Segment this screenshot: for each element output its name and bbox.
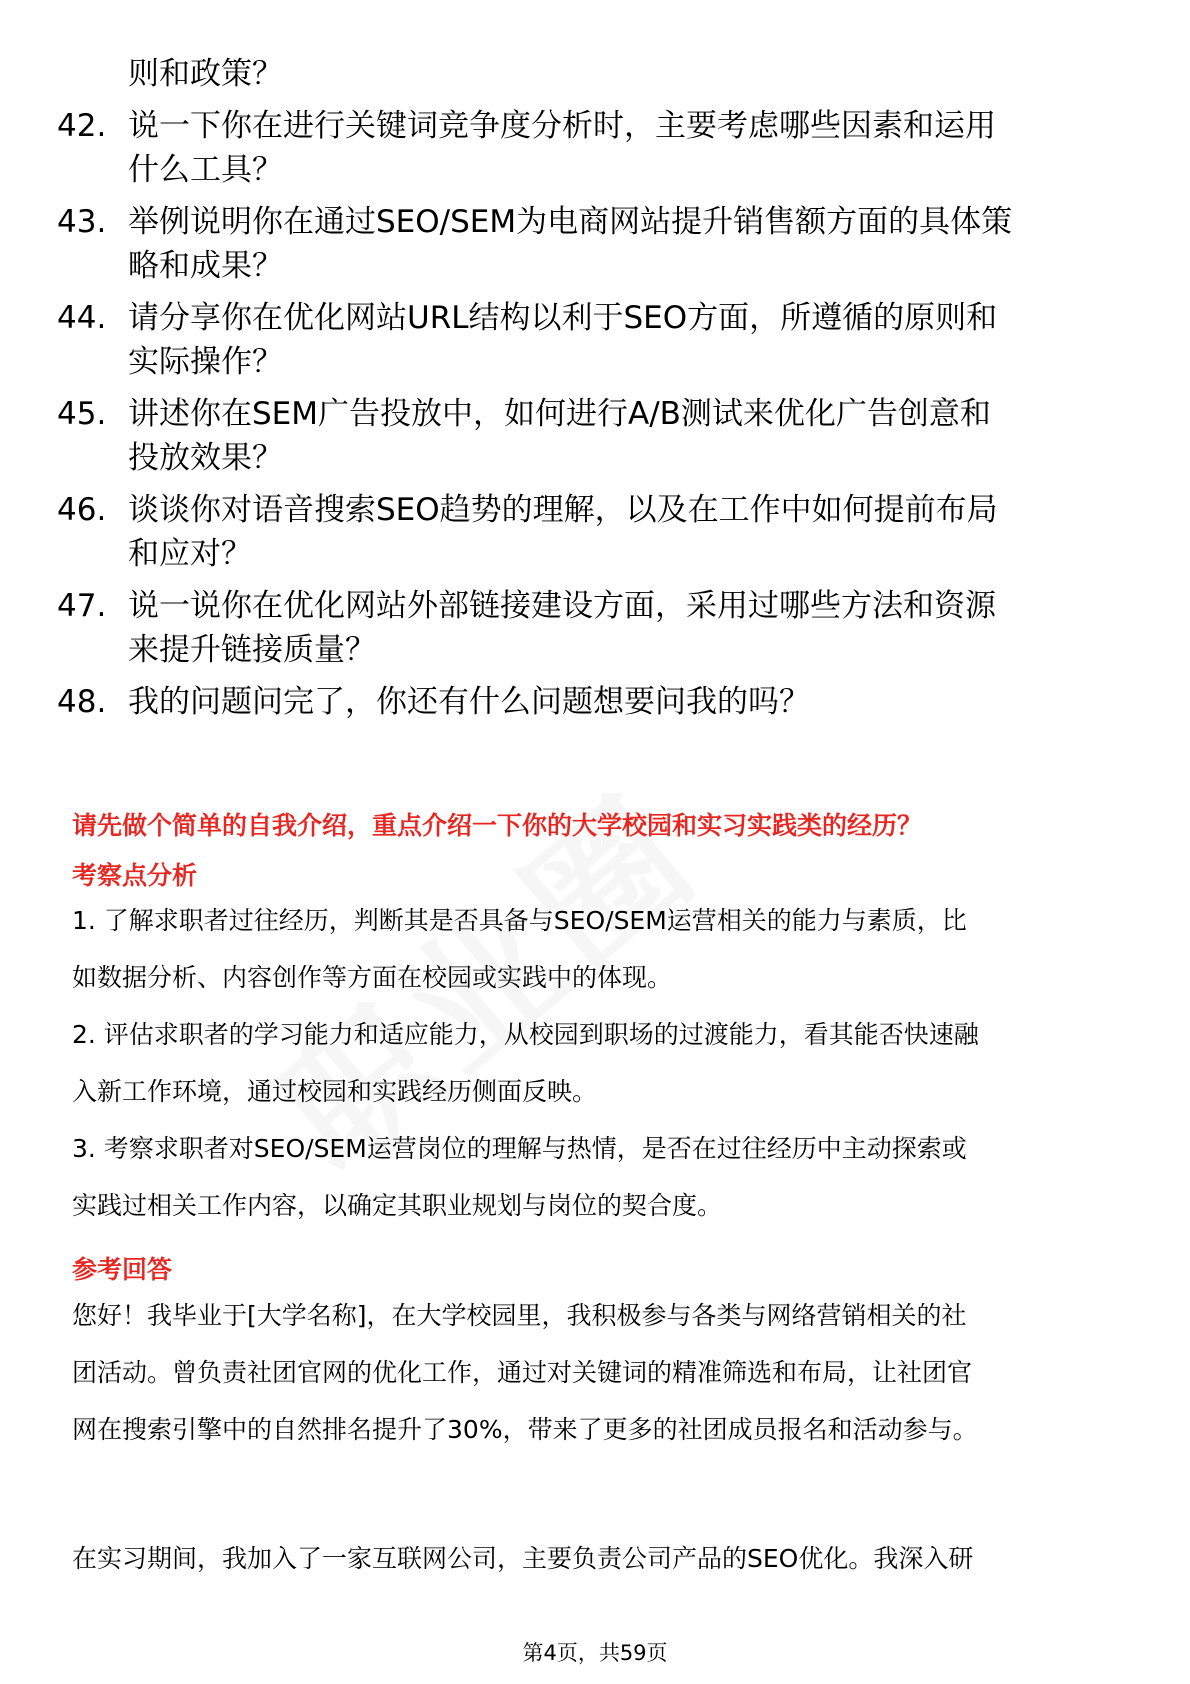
question-text-line: 谈谈你对语音搜索SEO趋势的理解，以及在工作中如何提前布局 [128, 492, 998, 528]
question-text-line: 来提升链接质量？ [128, 632, 376, 668]
question-number: 48. [57, 684, 107, 720]
paragraph-line: 3. 考察求职者对SEO/SEM运营岗位的理解与热情，是否在过往经历中主动探索或 [72, 1134, 967, 1163]
question-text-line: 请分享你在优化网站URL结构以利于SEO方面，所遵循的原则和 [128, 300, 998, 336]
question-text-line: 实际操作？ [128, 344, 283, 380]
question-text-line: 讲述你在SEM广告投放中，如何进行A/B测试来优化广告创意和 [128, 396, 991, 432]
analysis-point-1 [72, 892, 1122, 1006]
answer-paragraph-1 [72, 1287, 1122, 1458]
paragraph-line: 在实习期间，我加入了一家互联网公司，主要负责公司产品的SEO优化。我深入研 [72, 1544, 974, 1573]
question-text-line: 我的问题问完了，你还有什么问题想要问我的吗？ [128, 684, 810, 720]
paragraph-line: 2. 评估求职者的学习能力和适应能力，从校园到职场的过渡能力，看其能否快速融 [72, 1020, 979, 1049]
question-text-line: 什么工具？ [128, 152, 283, 188]
paragraph-line: 网在搜索引擎中的自然排名提升了30%，带来了更多的社团成员报名和活动参与。 [72, 1415, 978, 1444]
question-number: 47. [57, 588, 107, 624]
question-text-line: 举例说明你在通过SEO/SEM为电商网站提升销售额方面的具体策 [128, 204, 1013, 240]
question-text-line: 略和成果？ [128, 248, 283, 284]
question-text-line: 投放效果？ [128, 440, 283, 476]
paragraph-line: 实践过相关工作内容，以确定其职业规划与岗位的契合度。 [72, 1191, 723, 1220]
question-number: 44. [57, 300, 107, 336]
answer-paragraph-2 [72, 1530, 1122, 1587]
analysis-heading: 考察点分析 [72, 861, 198, 890]
question-number: 46. [57, 492, 107, 528]
paragraph-line: 团活动。曾负责社团官网的优化工作，通过对关键词的精准筛选和布局，让社团官 [72, 1358, 973, 1387]
paragraph-line: 入新工作环境，通过校园和实践经历侧面反映。 [72, 1077, 598, 1106]
question-text-line: 说一说你在优化网站外部链接建设方面，采用过哪些方法和资源 [128, 588, 996, 624]
question-number: 42. [57, 108, 107, 144]
paragraph-line: 如数据分析、内容创作等方面在校园或实践中的体现。 [72, 963, 673, 992]
question-41-continued: 则和政策？ [128, 56, 283, 92]
answer-heading: 参考回答 [72, 1255, 173, 1284]
analysis-point-3 [72, 1120, 1122, 1234]
section-question: 请先做个简单的自我介绍，重点介绍一下你的大学校园和实习实践类的经历？ [72, 811, 923, 840]
analysis-point-2 [72, 1006, 1122, 1120]
question-number: 45. [57, 396, 107, 432]
question-text-line: 和应对？ [128, 536, 252, 572]
paragraph-line: 您好！我毕业于[大学名称]，在大学校园里，我积极参与各类与网络营销相关的社 [72, 1301, 967, 1330]
paragraph-line: 1. 了解求职者过往经历，判断其是否具备与SEO/SEM运营相关的能力与素质，比 [72, 906, 967, 935]
page-footer: 第4页，共59页 [522, 1641, 668, 1665]
question-number: 43. [57, 204, 107, 240]
question-text-line: 说一下你在进行关键词竞争度分析时，主要考虑哪些因素和运用 [128, 108, 996, 144]
